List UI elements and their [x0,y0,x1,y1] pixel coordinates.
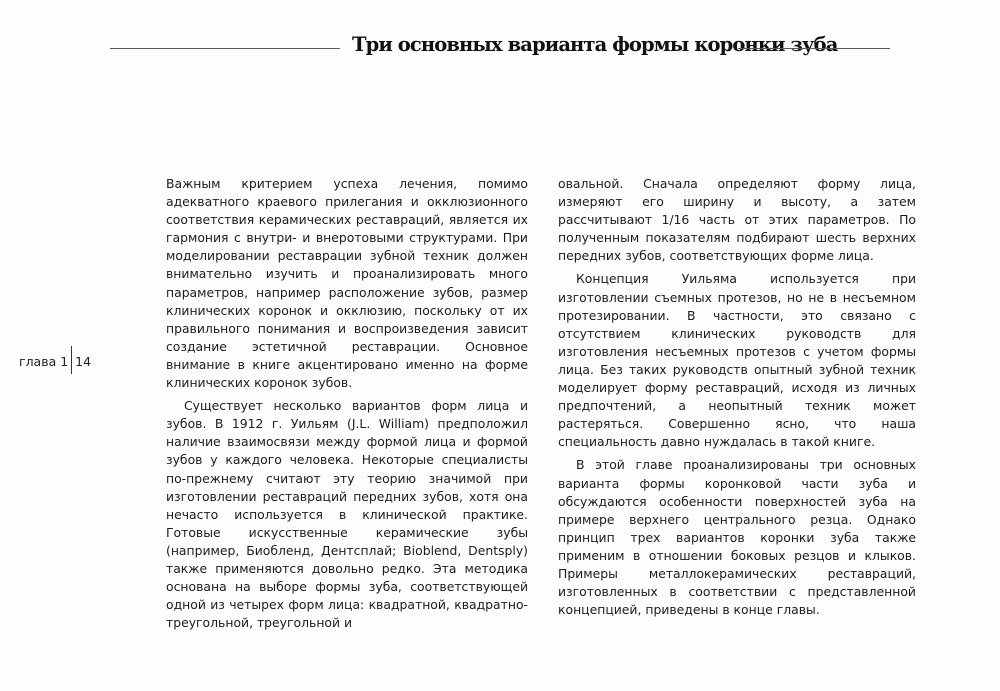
header-rule-right [738,48,890,49]
paragraph: Существует несколько вариантов форм лица и зубов. В 1912 г. Уильям (J.L. William) предположил наличие взаимосвязи между формой лица и формой зубов у каждого человека. Некоторые специалисты по-прежнему считают эту теорию значимой при изготовлении реставраций передних зубов, хотя она нечасто используется в клинической практике. Готовые искусственные керамические зубы (например, Биобленд, Дентсплай; Bioblend, Dentsply) также применяются довольно редко. Эта методика основана на выборе формы зуба, соответствующей одной из четырех форм лица: квадратной, квадратно-треугольной, треугольной и [166,398,528,631]
paragraph: Важным критерием успеха лечения, помимо адекватного краевого прилегания и окклюзионного соответствия керамических реставраций, является их гармония с внутри- и внеротовыми структурами. При моделировании реставрации зубной техник должен внимательно изучить и проанализировать много параметров, например расположение зубов, размер клинических коронок и окклюзию, поскольку от их правильного понимания и воспроизведения зависит создание эстетичной реставрации. Основное внимание в книге акцентировано именно на форме клинических коронок зубов. [166,176,528,391]
chapter-label: глава 1 [19,354,69,369]
header-rule-left [110,48,340,49]
page-number: 14 [75,354,92,369]
page-title: Три основных варианта формы коронки зуба [352,33,838,56]
text-column-left [166,175,528,637]
paragraph: В этой главе проанализированы три основных варианта формы коронковой части зуба и обсуждаются особенности поверхностей зуба на примере верхнего центрального резца. Однако принцип трех вариантов коронки зуба также применим в отношении боковых резцов и клыков. Примеры металлокерамических реставраций, изготовленных в соответствии с представленной концепцией, приведены в конце главы. [558,457,916,618]
text-column-right [558,175,916,624]
chapter-page-marker [19,346,91,374]
paragraph: овальной. Сначала определяют форму лица, измеряют его ширину и высоту, а затем рассчитывают 1/16 часть от этих параметров. По полученным показателям подбирают шесть верхних передних зубов, соответствующих форме лица. [558,176,916,264]
chapter-divider [71,346,72,374]
paragraph: Концепция Уильяма используется при изготовлении съемных протезов, но не в несъемном протезировании. В частности, это связано с отсутствием клинических руководств для изготовления несъемных протезов с учетом формы лица. Без таких руководств опытный зубной техник моделирует форму реставраций, исходя из личных предпочтений, а неопытный техник может растеряться. Совершенно ясно, что наша специальность давно нуждалась в такой книге. [558,271,916,450]
